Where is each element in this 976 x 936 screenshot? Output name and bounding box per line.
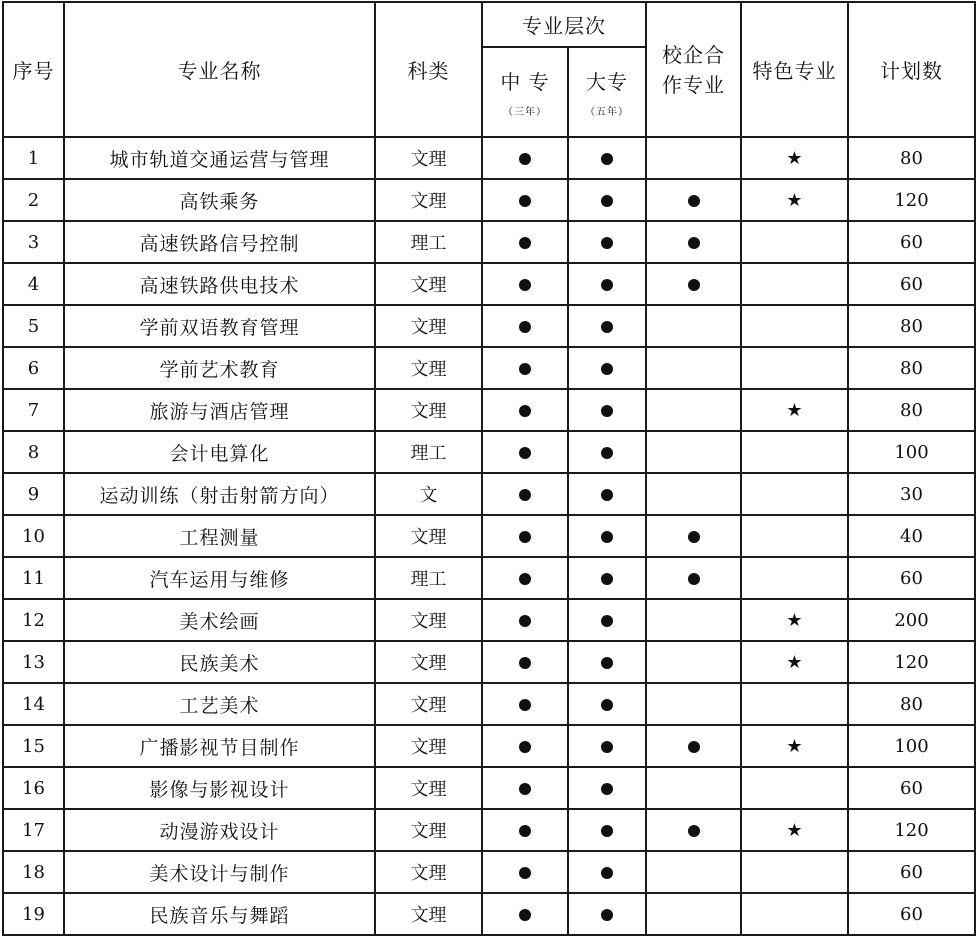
coop-cell bbox=[646, 389, 741, 431]
coop-cell bbox=[646, 347, 741, 389]
coop-cell bbox=[646, 305, 741, 347]
seq-cell: 9 bbox=[3, 473, 64, 515]
coop-cell bbox=[646, 683, 741, 725]
dot-icon bbox=[601, 909, 613, 921]
category-cell: 文理 bbox=[375, 851, 482, 893]
zhongzhuan-cell bbox=[482, 137, 568, 179]
dot-icon bbox=[601, 405, 613, 417]
table-row bbox=[3, 599, 975, 641]
featured-cell bbox=[741, 725, 848, 767]
header-plan-count: 计划数 bbox=[848, 2, 975, 137]
table-row bbox=[3, 347, 975, 389]
featured-cell bbox=[741, 179, 848, 221]
dot-icon bbox=[601, 195, 613, 207]
seq-cell: 4 bbox=[3, 263, 64, 305]
coop-cell bbox=[646, 473, 741, 515]
dot-icon bbox=[519, 447, 531, 459]
plan-count-cell: 100 bbox=[848, 431, 975, 473]
category-cell: 文理 bbox=[375, 137, 482, 179]
dot-icon bbox=[601, 615, 613, 627]
dazhuan-cell bbox=[568, 431, 646, 473]
seq-cell: 10 bbox=[3, 515, 64, 557]
seq-cell: 11 bbox=[3, 557, 64, 599]
header-featured-major: 特色专业 bbox=[741, 2, 848, 137]
featured-cell bbox=[741, 683, 848, 725]
major-name-cell: 影像与影视设计 bbox=[64, 767, 375, 809]
major-name-cell: 高铁乘务 bbox=[64, 179, 375, 221]
table-row bbox=[3, 515, 975, 557]
dot-icon bbox=[601, 363, 613, 375]
plan-count-cell: 60 bbox=[848, 851, 975, 893]
major-name-cell: 广播影视节目制作 bbox=[64, 725, 375, 767]
header-school-enterprise-coop bbox=[646, 2, 741, 137]
table-row bbox=[3, 221, 975, 263]
major-name-cell: 工艺美术 bbox=[64, 683, 375, 725]
zhongzhuan-cell bbox=[482, 725, 568, 767]
zhongzhuan-cell bbox=[482, 851, 568, 893]
category-cell: 文理 bbox=[375, 599, 482, 641]
dot-icon bbox=[601, 153, 613, 165]
seq-cell: 17 bbox=[3, 809, 64, 851]
dot-icon bbox=[519, 909, 531, 921]
category-cell: 理工 bbox=[375, 221, 482, 263]
table-row bbox=[3, 683, 975, 725]
header-zhongzhuan bbox=[482, 47, 568, 137]
major-name-cell: 高速铁路信号控制 bbox=[64, 221, 375, 263]
zhongzhuan-cell bbox=[482, 683, 568, 725]
dazhuan-cell bbox=[568, 347, 646, 389]
zhongzhuan-cell bbox=[482, 893, 568, 935]
major-name-cell: 动漫游戏设计 bbox=[64, 809, 375, 851]
dazhuan-cell bbox=[568, 389, 646, 431]
zhongzhuan-cell bbox=[482, 641, 568, 683]
table-row bbox=[3, 179, 975, 221]
category-cell: 文理 bbox=[375, 809, 482, 851]
table-row bbox=[3, 725, 975, 767]
featured-cell bbox=[741, 473, 848, 515]
seq-cell: 19 bbox=[3, 893, 64, 935]
zhongzhuan-cell bbox=[482, 473, 568, 515]
coop-cell bbox=[646, 725, 741, 767]
coop-cell bbox=[646, 767, 741, 809]
zhongzhuan-cell bbox=[482, 767, 568, 809]
major-plan-table bbox=[2, 1, 976, 936]
dot-icon bbox=[601, 741, 613, 753]
dot-icon bbox=[688, 279, 700, 291]
star-icon: ★ bbox=[786, 609, 803, 631]
table-row bbox=[3, 557, 975, 599]
header-zhongzhuan-note: （三年） bbox=[503, 107, 547, 118]
featured-cell bbox=[741, 263, 848, 305]
category-cell: 文理 bbox=[375, 389, 482, 431]
star-icon: ★ bbox=[786, 651, 803, 673]
table-row bbox=[3, 137, 975, 179]
seq-cell: 3 bbox=[3, 221, 64, 263]
zhongzhuan-cell bbox=[482, 515, 568, 557]
featured-cell bbox=[741, 851, 848, 893]
header-dazhuan-note: （五年） bbox=[585, 107, 629, 118]
dot-icon bbox=[519, 615, 531, 627]
dot-icon bbox=[519, 531, 531, 543]
category-cell: 理工 bbox=[375, 431, 482, 473]
table-row bbox=[3, 389, 975, 431]
coop-cell bbox=[646, 137, 741, 179]
dot-icon bbox=[601, 531, 613, 543]
dazhuan-cell bbox=[568, 473, 646, 515]
major-name-cell: 汽车运用与维修 bbox=[64, 557, 375, 599]
zhongzhuan-cell bbox=[482, 809, 568, 851]
featured-cell bbox=[741, 557, 848, 599]
dazhuan-cell bbox=[568, 893, 646, 935]
table-row bbox=[3, 473, 975, 515]
dot-icon bbox=[601, 573, 613, 585]
featured-cell bbox=[741, 809, 848, 851]
table-row bbox=[3, 263, 975, 305]
dot-icon bbox=[601, 447, 613, 459]
seq-cell: 12 bbox=[3, 599, 64, 641]
category-cell: 文 bbox=[375, 473, 482, 515]
dazhuan-cell bbox=[568, 725, 646, 767]
dot-icon bbox=[601, 237, 613, 249]
category-cell: 文理 bbox=[375, 179, 482, 221]
category-cell: 文理 bbox=[375, 767, 482, 809]
featured-cell bbox=[741, 305, 848, 347]
dot-icon bbox=[601, 321, 613, 333]
star-icon: ★ bbox=[786, 399, 803, 421]
star-icon: ★ bbox=[786, 819, 803, 841]
category-cell: 文理 bbox=[375, 263, 482, 305]
dot-icon bbox=[601, 657, 613, 669]
plan-count-cell: 120 bbox=[848, 809, 975, 851]
plan-count-cell: 200 bbox=[848, 599, 975, 641]
dot-icon bbox=[688, 741, 700, 753]
seq-cell: 6 bbox=[3, 347, 64, 389]
dot-icon bbox=[601, 825, 613, 837]
dot-icon bbox=[519, 783, 531, 795]
dot-icon bbox=[519, 153, 531, 165]
major-name-cell: 旅游与酒店管理 bbox=[64, 389, 375, 431]
header-zhongzhuan-label: 中 专 bbox=[500, 70, 550, 94]
plan-count-cell: 80 bbox=[848, 683, 975, 725]
dot-icon bbox=[688, 195, 700, 207]
category-cell: 文理 bbox=[375, 515, 482, 557]
coop-cell bbox=[646, 431, 741, 473]
plan-count-cell: 120 bbox=[848, 179, 975, 221]
major-name-cell: 运动训练（射击射箭方向） bbox=[64, 473, 375, 515]
dazhuan-cell bbox=[568, 641, 646, 683]
major-name-cell: 会计电算化 bbox=[64, 431, 375, 473]
table-row bbox=[3, 893, 975, 935]
dot-icon bbox=[688, 573, 700, 585]
coop-cell bbox=[646, 263, 741, 305]
featured-cell bbox=[741, 893, 848, 935]
coop-cell bbox=[646, 851, 741, 893]
plan-count-cell: 30 bbox=[848, 473, 975, 515]
dot-icon bbox=[519, 279, 531, 291]
plan-count-cell: 80 bbox=[848, 347, 975, 389]
table-row bbox=[3, 809, 975, 851]
dazhuan-cell bbox=[568, 851, 646, 893]
dot-icon bbox=[601, 867, 613, 879]
dazhuan-cell bbox=[568, 515, 646, 557]
seq-cell: 15 bbox=[3, 725, 64, 767]
dazhuan-cell bbox=[568, 599, 646, 641]
table-row bbox=[3, 641, 975, 683]
plan-count-cell: 80 bbox=[848, 389, 975, 431]
seq-cell: 5 bbox=[3, 305, 64, 347]
major-name-cell: 美术绘画 bbox=[64, 599, 375, 641]
coop-cell bbox=[646, 221, 741, 263]
star-icon: ★ bbox=[786, 147, 803, 169]
table-row bbox=[3, 431, 975, 473]
plan-count-cell: 60 bbox=[848, 893, 975, 935]
header-coop-line1: 校企合 bbox=[662, 42, 725, 67]
dot-icon bbox=[601, 279, 613, 291]
zhongzhuan-cell bbox=[482, 389, 568, 431]
category-cell: 文理 bbox=[375, 305, 482, 347]
dot-icon bbox=[688, 825, 700, 837]
plan-count-cell: 60 bbox=[848, 767, 975, 809]
coop-cell bbox=[646, 557, 741, 599]
star-icon: ★ bbox=[786, 189, 803, 211]
dazhuan-cell bbox=[568, 221, 646, 263]
dazhuan-cell bbox=[568, 683, 646, 725]
dot-icon bbox=[519, 489, 531, 501]
coop-cell bbox=[646, 179, 741, 221]
seq-cell: 13 bbox=[3, 641, 64, 683]
major-name-cell: 民族音乐与舞蹈 bbox=[64, 893, 375, 935]
plan-count-cell: 60 bbox=[848, 221, 975, 263]
dazhuan-cell bbox=[568, 809, 646, 851]
featured-cell bbox=[741, 767, 848, 809]
major-name-cell: 高速铁路供电技术 bbox=[64, 263, 375, 305]
dot-icon bbox=[519, 363, 531, 375]
header-coop-line2: 作专业 bbox=[662, 72, 725, 97]
seq-cell: 16 bbox=[3, 767, 64, 809]
dot-icon bbox=[519, 741, 531, 753]
seq-cell: 18 bbox=[3, 851, 64, 893]
major-name-cell: 民族美术 bbox=[64, 641, 375, 683]
dot-icon bbox=[601, 783, 613, 795]
plan-count-cell: 60 bbox=[848, 557, 975, 599]
plan-count-cell: 80 bbox=[848, 305, 975, 347]
major-name-cell: 城市轨道交通运营与管理 bbox=[64, 137, 375, 179]
dazhuan-cell bbox=[568, 305, 646, 347]
zhongzhuan-cell bbox=[482, 557, 568, 599]
dot-icon bbox=[519, 825, 531, 837]
header-dazhuan bbox=[568, 47, 646, 137]
dot-icon bbox=[688, 531, 700, 543]
featured-cell bbox=[741, 599, 848, 641]
major-name-cell: 工程测量 bbox=[64, 515, 375, 557]
header-category: 科类 bbox=[375, 2, 482, 137]
category-cell: 理工 bbox=[375, 557, 482, 599]
featured-cell bbox=[741, 389, 848, 431]
category-cell: 文理 bbox=[375, 725, 482, 767]
major-name-cell: 美术设计与制作 bbox=[64, 851, 375, 893]
category-cell: 文理 bbox=[375, 641, 482, 683]
dazhuan-cell bbox=[568, 263, 646, 305]
zhongzhuan-cell bbox=[482, 263, 568, 305]
zhongzhuan-cell bbox=[482, 599, 568, 641]
table-body bbox=[3, 137, 975, 935]
dot-icon bbox=[688, 237, 700, 249]
dot-icon bbox=[601, 489, 613, 501]
featured-cell bbox=[741, 641, 848, 683]
coop-cell bbox=[646, 893, 741, 935]
seq-cell: 7 bbox=[3, 389, 64, 431]
table-row bbox=[3, 767, 975, 809]
seq-cell: 1 bbox=[3, 137, 64, 179]
dazhuan-cell bbox=[568, 557, 646, 599]
header-major-name: 专业名称 bbox=[64, 2, 375, 137]
header-seq: 序号 bbox=[3, 2, 64, 137]
star-icon: ★ bbox=[786, 735, 803, 757]
table-row bbox=[3, 851, 975, 893]
dot-icon bbox=[519, 405, 531, 417]
category-cell: 文理 bbox=[375, 347, 482, 389]
dot-icon bbox=[519, 321, 531, 333]
coop-cell bbox=[646, 515, 741, 557]
coop-cell bbox=[646, 641, 741, 683]
plan-count-cell: 40 bbox=[848, 515, 975, 557]
category-cell: 文理 bbox=[375, 683, 482, 725]
dazhuan-cell bbox=[568, 137, 646, 179]
seq-cell: 8 bbox=[3, 431, 64, 473]
table-row bbox=[3, 305, 975, 347]
major-name-cell: 学前艺术教育 bbox=[64, 347, 375, 389]
zhongzhuan-cell bbox=[482, 221, 568, 263]
zhongzhuan-cell bbox=[482, 179, 568, 221]
plan-count-cell: 100 bbox=[848, 725, 975, 767]
zhongzhuan-cell bbox=[482, 305, 568, 347]
coop-cell bbox=[646, 809, 741, 851]
table-header bbox=[3, 2, 975, 137]
dazhuan-cell bbox=[568, 179, 646, 221]
featured-cell bbox=[741, 221, 848, 263]
featured-cell bbox=[741, 431, 848, 473]
seq-cell: 14 bbox=[3, 683, 64, 725]
dot-icon bbox=[519, 867, 531, 879]
plan-count-cell: 120 bbox=[848, 641, 975, 683]
featured-cell bbox=[741, 137, 848, 179]
header-dazhuan-label: 大专 bbox=[586, 70, 628, 94]
seq-cell: 2 bbox=[3, 179, 64, 221]
coop-cell bbox=[646, 599, 741, 641]
dazhuan-cell bbox=[568, 767, 646, 809]
dot-icon bbox=[601, 699, 613, 711]
featured-cell bbox=[741, 515, 848, 557]
dot-icon bbox=[519, 237, 531, 249]
zhongzhuan-cell bbox=[482, 347, 568, 389]
category-cell: 文理 bbox=[375, 893, 482, 935]
zhongzhuan-cell bbox=[482, 431, 568, 473]
plan-count-cell: 80 bbox=[848, 137, 975, 179]
featured-cell bbox=[741, 347, 848, 389]
dot-icon bbox=[519, 699, 531, 711]
dot-icon bbox=[519, 573, 531, 585]
major-name-cell: 学前双语教育管理 bbox=[64, 305, 375, 347]
dot-icon bbox=[519, 657, 531, 669]
plan-count-cell: 60 bbox=[848, 263, 975, 305]
dot-icon bbox=[519, 195, 531, 207]
header-major-level: 专业层次 bbox=[482, 2, 646, 47]
